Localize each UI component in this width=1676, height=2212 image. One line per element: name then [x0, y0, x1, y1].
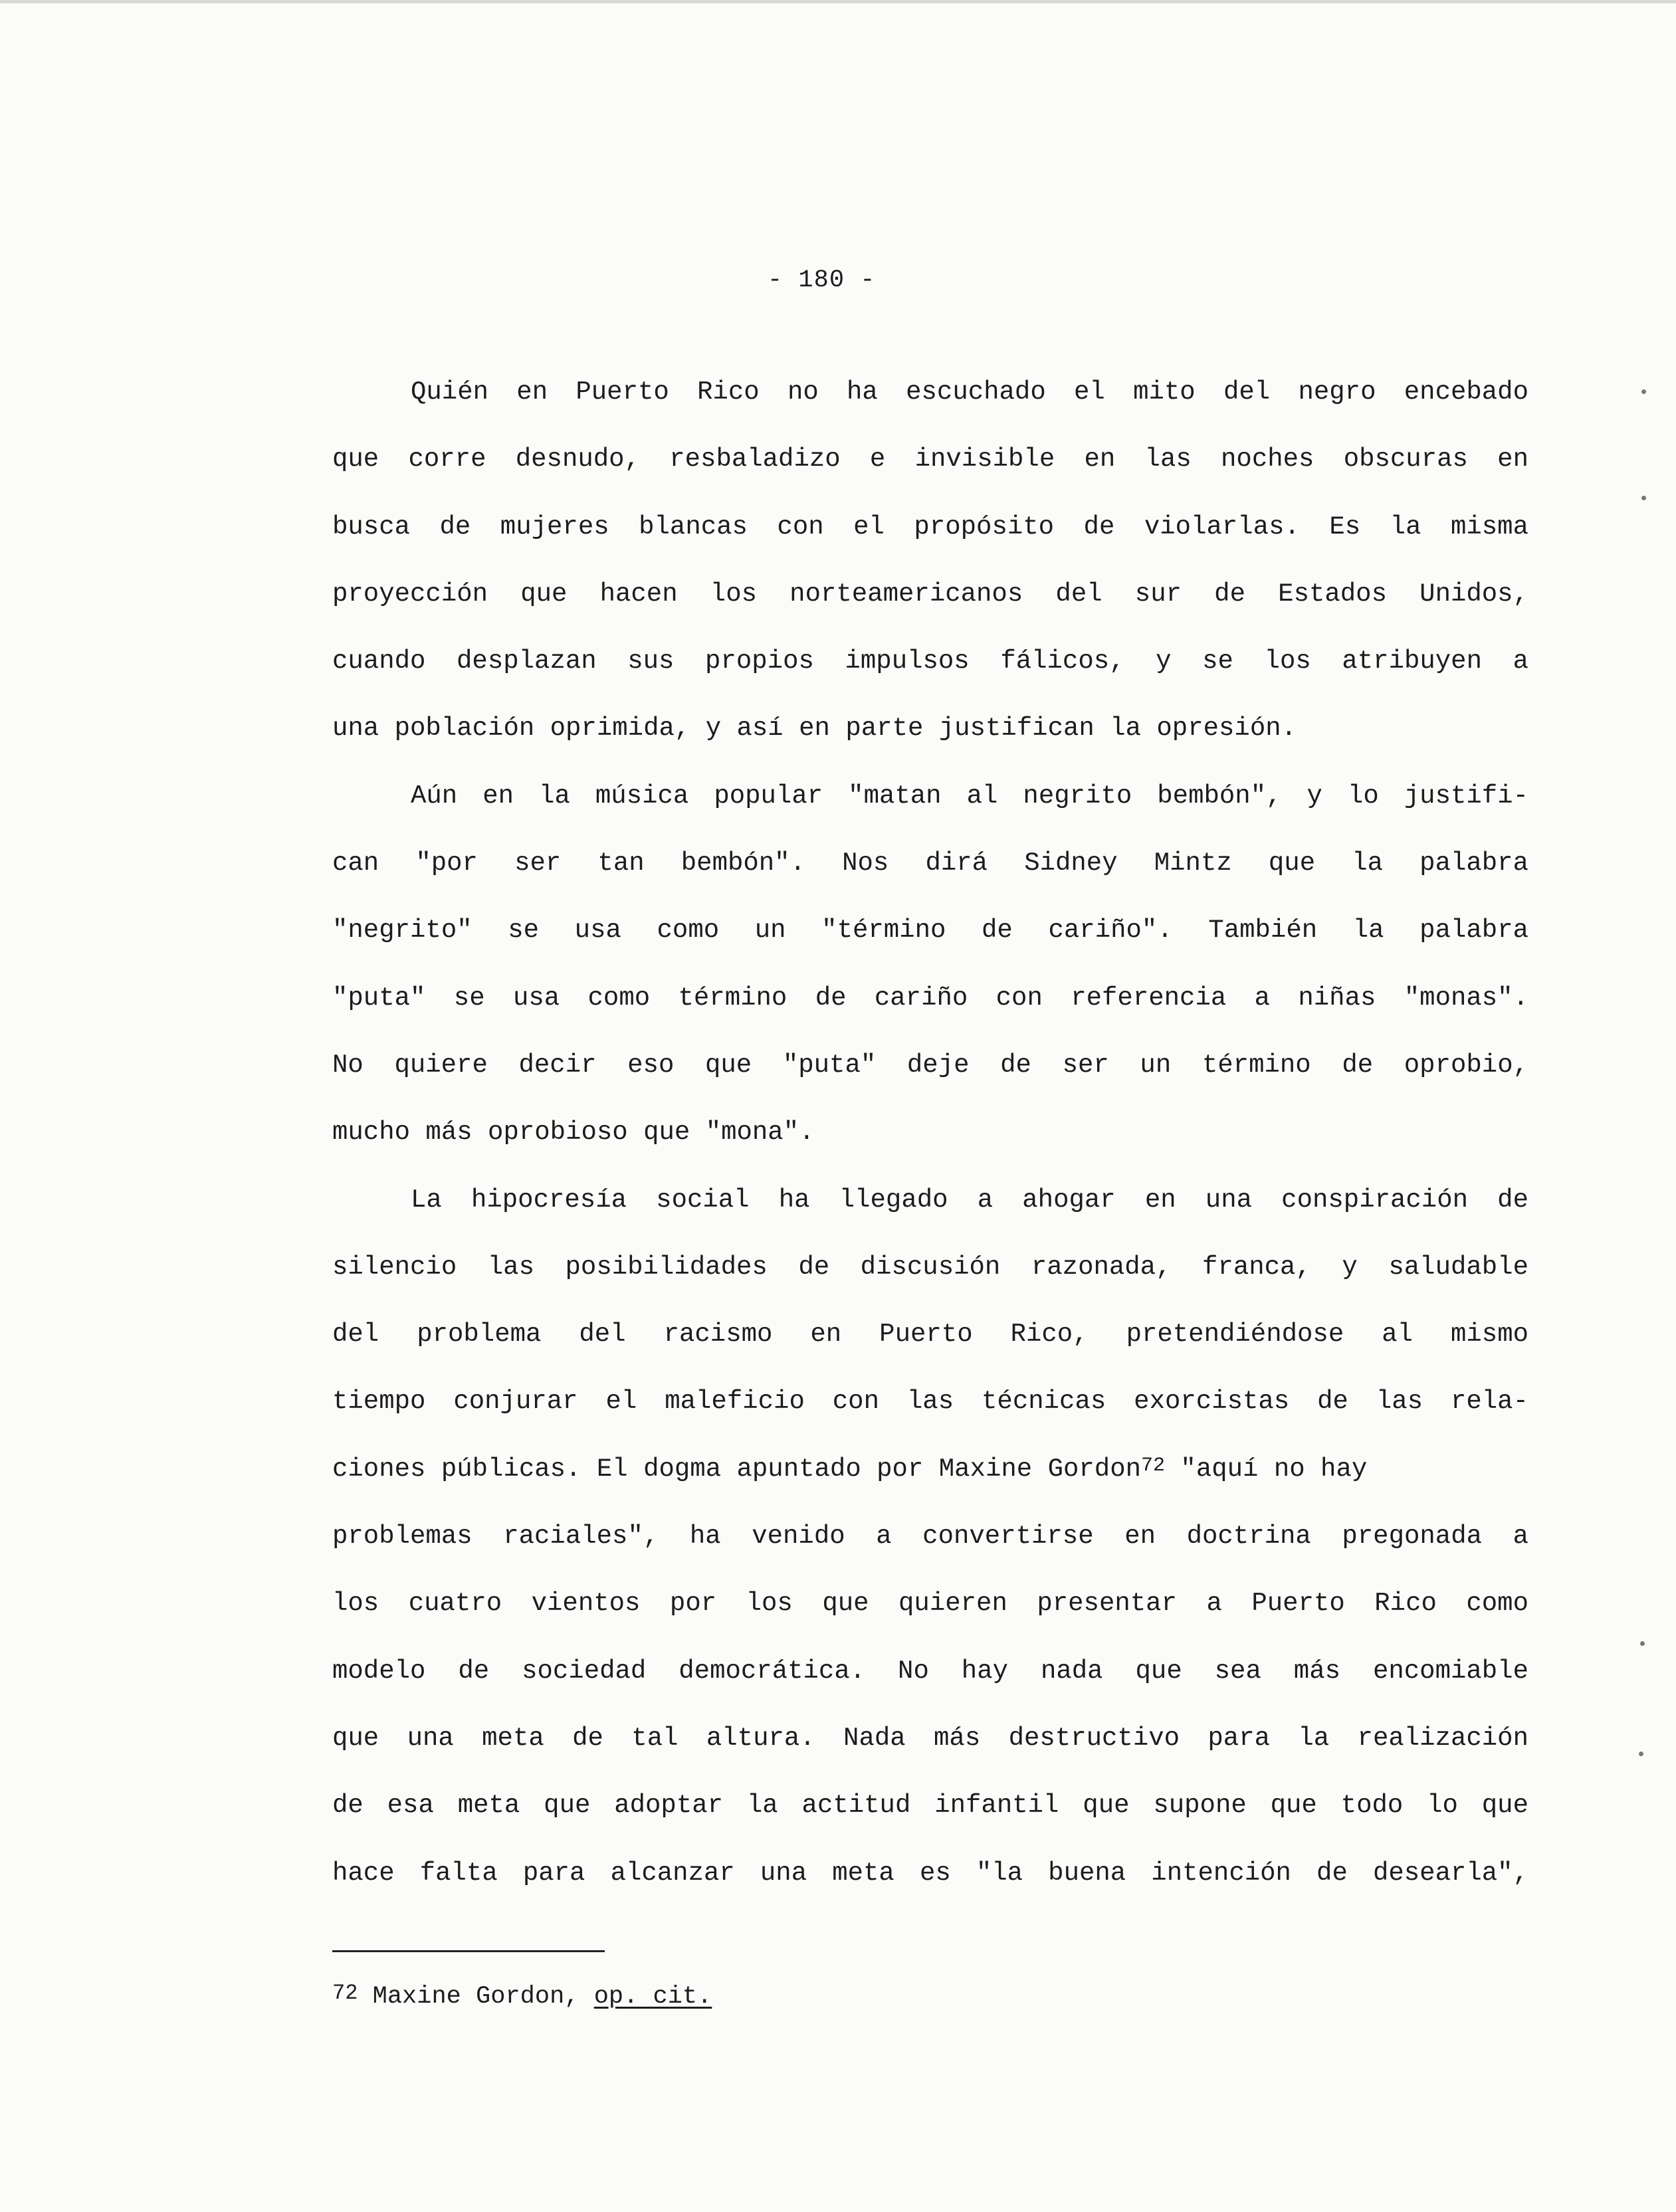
- text-line: problemas raciales", ha venido a convertirse en doctrina pregonada a: [332, 1522, 1528, 1552]
- footnote-number: 72: [332, 1981, 358, 2005]
- text-line: una población oprimida, y así en parte justifican la opresión.: [332, 714, 1297, 744]
- text-line: No quiere decir eso que "puta" deje de ser un término de oprobio,: [332, 1050, 1528, 1080]
- text-line-with-footnote-ref: [332, 1436, 1528, 1503]
- text-line: hace falta para alcanzar una meta es "la buena intención de desearla",: [332, 1858, 1528, 1888]
- top-edge-line: [0, 0, 1676, 3]
- text-line: que una meta de tal altura. Nada más destructivo para la realización: [332, 1723, 1528, 1753]
- text-line: "puta" se usa como término de cariño con referencia a niñas "monas".: [332, 983, 1528, 1013]
- text-line: silencio las posibilidades de discusión razonada, franca, y saludable: [332, 1252, 1528, 1282]
- footnote-citation: op. cit.: [593, 1983, 712, 2011]
- text-line: can "por ser tan bembón". Nos dirá Sidney Mintz que la palabra: [332, 849, 1528, 878]
- text-line: de esa meta que adoptar la actitud infantil que supone que todo lo que: [332, 1791, 1528, 1821]
- text-line: busca de mujeres blancas con el propósito de violarlas. Es la misma: [332, 512, 1528, 542]
- text-line: modelo de sociedad democrática. No hay nada que sea más encomiable: [332, 1656, 1528, 1686]
- footnote: [332, 1977, 712, 2017]
- scan-speck: [1639, 1752, 1643, 1756]
- text-line-segment: "aquí no hay: [1180, 1454, 1368, 1484]
- text-line: cuando desplazan sus propios impulsos fálicos, y se los atribuyen a: [332, 647, 1528, 676]
- text-line: del problema del racismo en Puerto Rico, pretendiéndose al mismo: [332, 1320, 1528, 1350]
- text-line: Quién en Puerto Rico no ha escuchado el mito del negro encebado: [411, 377, 1528, 407]
- footnote-reference: 72: [1141, 1454, 1166, 1477]
- text-line: que corre desnudo, resbaladizo e invisible en las noches obscuras en: [332, 445, 1528, 474]
- footnote-author: Maxine Gordon,: [372, 1983, 579, 2011]
- scan-speck: [1641, 389, 1646, 394]
- text-line: proyección que hacen los norteamericanos del sur de Estados Unidos,: [332, 579, 1528, 609]
- scan-speck: [1641, 496, 1646, 500]
- scan-speck: [1640, 1641, 1645, 1646]
- text-line-segment: ciones públicas. El dogma apuntado por Maxine Gordon: [332, 1454, 1141, 1484]
- text-line: los cuatro vientos por los que quieren presentar a Puerto Rico como: [332, 1589, 1528, 1619]
- text-line: "negrito" se usa como un "término de cariño". También la palabra: [332, 916, 1528, 946]
- text-line: La hipocresía social ha llegado a ahogar en una conspiración de: [411, 1185, 1528, 1215]
- body-text: [332, 359, 1528, 1907]
- footnote-separator: [332, 1950, 605, 1952]
- text-line: Aún en la música popular "matan al negrito bembón", y lo justifi-: [411, 781, 1528, 811]
- text-line: tiempo conjurar el maleficio con las técnicas exorcistas de las rela-: [332, 1387, 1528, 1417]
- page-number: - 180 -: [768, 266, 876, 294]
- text-line: mucho más oprobioso que "mona".: [332, 1118, 815, 1148]
